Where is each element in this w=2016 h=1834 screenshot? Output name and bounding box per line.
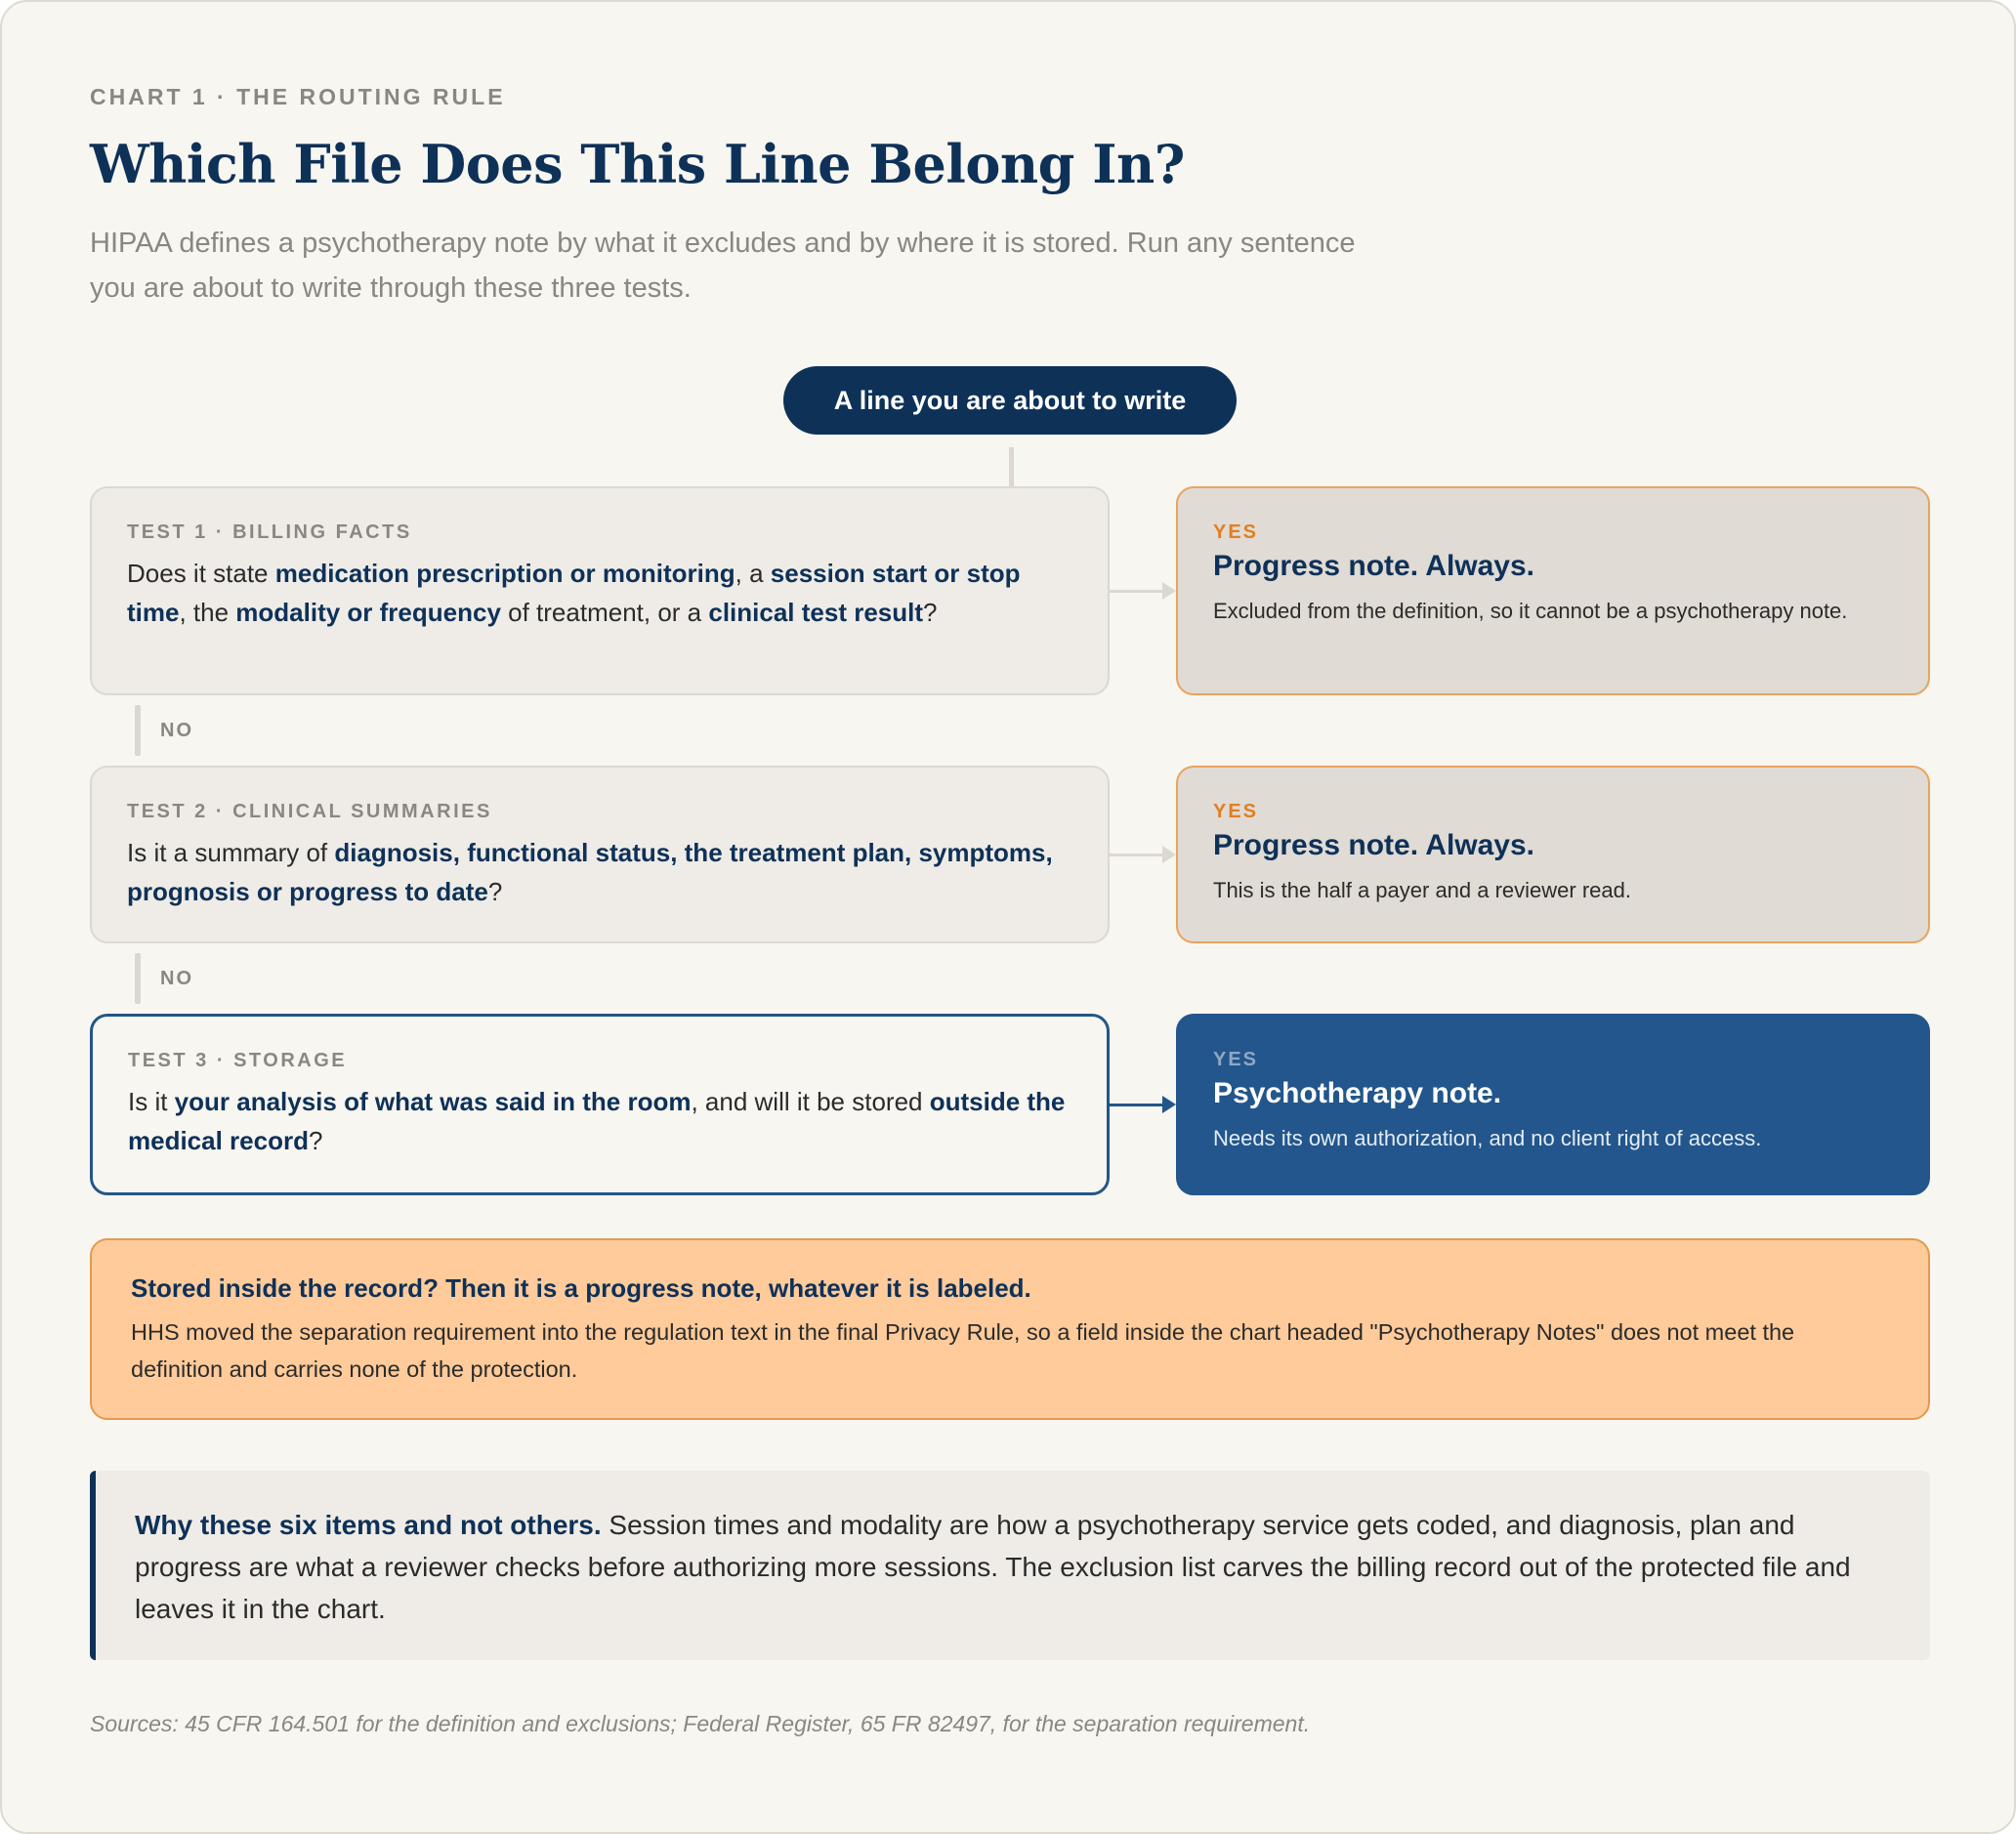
storage-warning-title: Stored inside the record? Then it is a progress note, whatever it is labeled. (131, 1273, 1031, 1303)
storage-warning (90, 1238, 1930, 1420)
test-3-box (90, 1014, 1110, 1195)
result-2-title: Progress note. Always. (1213, 829, 1535, 861)
no-label-2: NO (160, 968, 193, 989)
question-text: , a (735, 559, 771, 588)
question-text: of treatment, or a (500, 598, 709, 627)
result-2-box (1176, 766, 1930, 943)
question-key-term: diagnosis, functional status, the treatment plan, symptoms, prognosis or progress to date (127, 838, 1053, 906)
start-connector (1009, 447, 1014, 486)
explanation-callout (90, 1471, 1930, 1660)
storage-warning-body: HHS moved the separation requirement into the regulation text in the final Privacy Rule, so a field inside the chart headed "Psychotherapy Notes" does not meet the definition and carries none of the protection. (131, 1319, 1795, 1382)
question-key-term: medication prescription or monitoring (274, 559, 735, 588)
question-key-term: outside the medical record (128, 1087, 1066, 1155)
test-2-question (127, 833, 1072, 911)
result-1-description: Excluded from the definition, so it cannot be a psychotherapy note. (1213, 599, 1848, 623)
question-text: , the (179, 598, 236, 627)
test-3-yes-arrowhead (1162, 1096, 1176, 1113)
test-2-box (90, 766, 1110, 943)
start-node (783, 366, 1237, 435)
result-1-box (1176, 486, 1930, 695)
test-3-label: TEST 3 · STORAGE (128, 1050, 348, 1071)
test-1-box (90, 486, 1110, 695)
test-3-question (128, 1082, 1071, 1160)
question-text: ? (308, 1126, 323, 1155)
test-2-yes-arrowhead (1162, 846, 1176, 863)
question-key-term: session start or stop time (127, 559, 1021, 627)
result-3-box (1176, 1014, 1930, 1195)
question-key-term: your analysis of what was said in the room (174, 1087, 692, 1116)
question-key-term: modality or frequency (235, 598, 501, 627)
chart-subtitle: HIPAA defines a psychotherapy note by what it excludes and by where it is stored. Run any sentence you are about to write through these three tests. (90, 228, 1356, 304)
result-2-yes: YES (1213, 801, 1259, 822)
result-1-yes: YES (1213, 521, 1259, 543)
sources-note: Sources: 45 CFR 164.501 for the definition and exclusions; Federal Register, 65 FR 82497, for the separation requirement. (90, 1711, 1311, 1736)
result-2-description: This is the half a payer and a reviewer read. (1213, 878, 1632, 902)
test-3-yes-arrow (1110, 1104, 1162, 1106)
result-1-title: Progress note. Always. (1213, 550, 1535, 582)
question-text: , and will it be stored (691, 1087, 930, 1116)
question-text: Does it state (127, 559, 275, 588)
no-label-1: NO (160, 720, 193, 741)
question-text: ? (487, 877, 503, 906)
no-connector-2 (135, 953, 141, 1004)
no-connector-1 (135, 705, 141, 756)
test-2-label: TEST 2 · CLINICAL SUMMARIES (127, 801, 492, 822)
question-key-term: clinical test result (708, 598, 924, 627)
test-2-yes-arrow (1110, 854, 1162, 856)
explanation-callout-body: Session times and modality are how a psychotherapy service gets coded, and diagnosis, plan and progress are what a reviewer checks before authorizing more sessions. The exclusion list carves the billing record out of the protected file and leaves it in the chart. (135, 1510, 1851, 1624)
question-text: ? (923, 598, 938, 627)
test-1-yes-arrowhead (1162, 582, 1176, 600)
test-1-label: TEST 1 · BILLING FACTS (127, 521, 412, 543)
explanation-callout-text (135, 1504, 1891, 1630)
chart-eyebrow: CHART 1 · THE ROUTING RULE (90, 84, 506, 109)
result-3-title: Psychotherapy note. (1213, 1077, 1502, 1109)
result-3-description: Needs its own authorization, and no client right of access. (1213, 1126, 1762, 1150)
start-node-label: A line you are about to write (833, 385, 1187, 415)
test-1-yes-arrow (1110, 590, 1162, 593)
result-3-yes: YES (1213, 1049, 1259, 1070)
question-text: Is it (128, 1087, 175, 1116)
test-1-question (127, 554, 1072, 632)
chart-title: Which File Does This Line Belong In? (90, 133, 1185, 195)
explanation-callout-lead: Why these six items and not others. (135, 1510, 602, 1540)
question-text: Is it a summary of (127, 838, 335, 867)
